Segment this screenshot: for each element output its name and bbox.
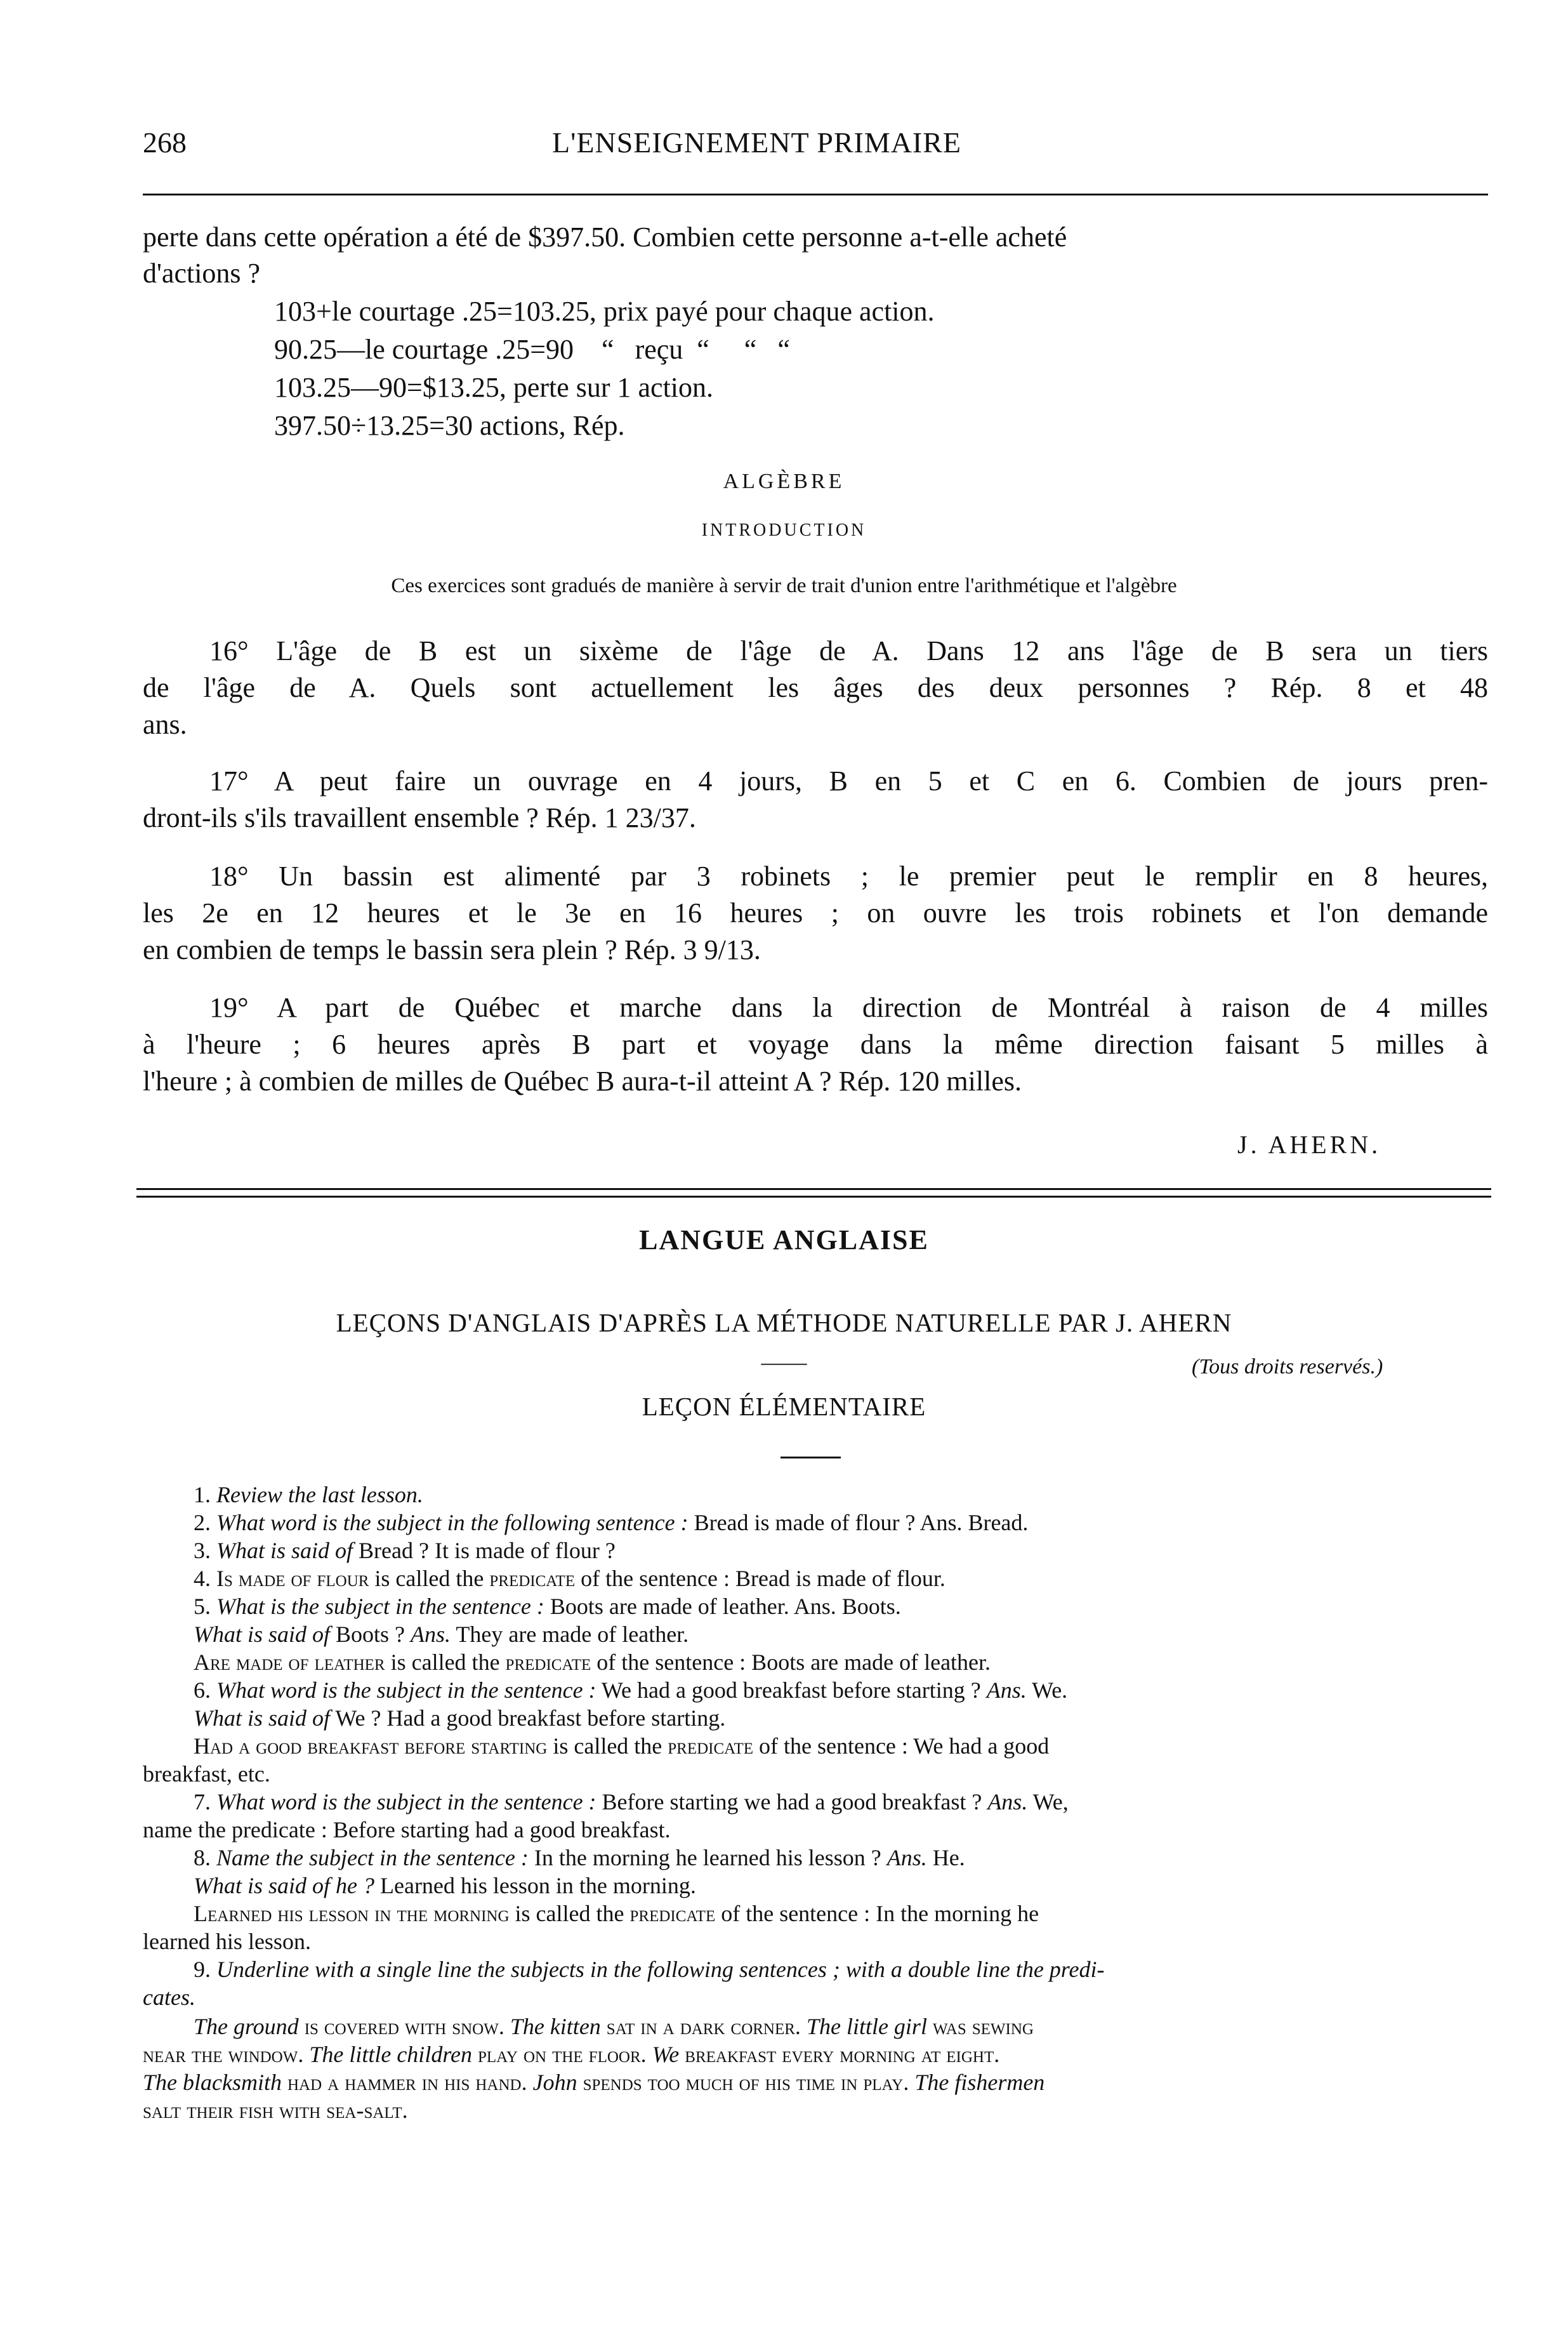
problem-line: en combien de temps le bassin sera plein ? Rép. 3 9/13. (143, 934, 761, 965)
running-title: L'ENSEIGNEMENT PRIMAIRE (552, 126, 962, 159)
lesson-line: 7. What word is the subject in the sentence : Before starting we had a good breakfast ? Ans. We, (194, 1789, 1069, 1815)
section-title: LANGUE ANGLAISE (639, 1224, 929, 1255)
problem-line: 18° Un bassin est alimenté par 3 robinets ; le premier peut le remplir en 8 heures, (209, 861, 1488, 892)
dash: —— (761, 1349, 807, 1375)
lesson-line: name the predicate : Before starting had a good breakfast. (143, 1817, 671, 1842)
problem-line: 16° L'âge de B est un sixème de l'âge de A. Dans 12 ans l'âge de B sera un tiers (209, 635, 1488, 666)
lesson-line: 8. Name the subject in the sentence : In the morning he learned his lesson ? Ans. He. (194, 1845, 965, 1870)
intro-text: Ces exercices sont gradués de manière à servir de trait d'union entre l'arithmétique et l'algèbre (391, 574, 1177, 597)
lesson-line: 2. What word is the subject in the following sentence : Bread is made of flour ? Ans. Bread. (194, 1510, 1029, 1535)
problem-line: 19° A part de Québec et marche dans la direction de Montréal à raison de 4 milles (209, 992, 1488, 1023)
calc-line: 90.25—le courtage .25=90 “ reçu “ “ “ (274, 334, 790, 365)
lesson-line: Are made of leather is called the predicate of the sentence : Boots are made of leather. (194, 1650, 991, 1675)
calc-line: 103+le courtage .25=103.25, prix payé pour chaque action. (274, 296, 935, 327)
problem-line: à l'heure ; 6 heures après B part et voyage dans la même direction faisant 5 milles à (143, 1029, 1488, 1060)
problem-line: ans. (143, 709, 187, 740)
problem-line: les 2e en 12 heures et le 3e en 16 heures ; on ouvre les trois robinets et l'on demande (143, 897, 1488, 929)
lesson-line: What is said of We ? Had a good breakfast before starting. (194, 1705, 726, 1731)
section-rule (136, 1196, 1491, 1198)
lesson-line: What is said of he ? Learned his lesson in the morning. (194, 1873, 696, 1898)
exercise-line: The blacksmith had a hammer in his hand. John spends too much of his time in play. The fishermen (143, 2070, 1045, 2095)
lesson-line: 9. Underline with a single line the subjects in the following sentences ; with a double line the predi- (194, 1957, 1105, 1982)
lesson-line: 5. What is the subject in the sentence : Boots are made of leather. Ans. Boots. (194, 1594, 901, 1619)
arith-line: d'actions ? (143, 258, 261, 289)
header-rule (143, 194, 1488, 195)
lesson-line: 1. Review the last lesson. (194, 1482, 423, 1507)
exercise-line: The ground is covered with snow. The kitten sat in a dark corner. The little girl was sewing (194, 2014, 1034, 2039)
lesson-line: Had a good breakfast before starting is called the predicate of the sentence : We had a good (194, 1733, 1050, 1759)
problem-line: dront-ils s'ils travaillent ensemble ? Rép. 1 23/37. (143, 802, 696, 833)
lesson-line: breakfast, etc. (143, 1761, 270, 1787)
lesson-line: 3. What is said of Bread ? It is made of flour ? (194, 1538, 616, 1563)
lesson-line: cates. (143, 1985, 195, 2010)
lesson-line: 6. What word is the subject in the sentence : We had a good breakfast before starting ? Ans. We. (194, 1677, 1068, 1703)
exercise-line: near the window. The little children play on the floor. We breakfast every morning at eight. (143, 2042, 1000, 2067)
page-number: 268 (143, 126, 187, 159)
short-rule (781, 1457, 841, 1458)
rights-note: (Tous droits reservés.) (1192, 1355, 1383, 1378)
lesson-line: 4. Is made of flour is called the predicate of the sentence : Bread is made of flour. (194, 1566, 945, 1591)
section-rule (136, 1188, 1491, 1190)
lesson-title: LEÇON ÉLÉMENTAIRE (642, 1392, 926, 1421)
problem-line: de l'âge de A. Quels sont actuellement les âges des deux personnes ? Rép. 8 et 48 (143, 672, 1488, 703)
calc-line: 397.50÷13.25=30 actions, Rép. (274, 410, 625, 441)
exercise-line: salt their fish with sea-salt. (143, 2098, 408, 2123)
lesson-line: What is said of Boots ? Ans. They are made of leather. (194, 1622, 689, 1647)
lesson-line: learned his lesson. (143, 1929, 311, 1954)
lesson-line: Learned his lesson in the morning is called the predicate of the sentence : In the morning he (194, 1901, 1039, 1926)
problem-line: 17° A peut faire un ouvrage en 4 jours, B en 5 et C en 6. Combien de jours pren- (209, 765, 1488, 797)
signature: J. AHERN. (1237, 1130, 1381, 1159)
problem-line: l'heure ; à combien de milles de Québec B aura-t-il atteint A ? Rép. 120 milles. (143, 1066, 1022, 1097)
section-title: ALGÈBRE (723, 470, 845, 493)
calc-line: 103.25—90=$13.25, perte sur 1 action. (274, 372, 714, 403)
arith-line: perte dans cette opération a été de $397.50. Combien cette personne a-t-elle acheté (143, 221, 1067, 253)
section-subtitle: LEÇONS D'ANGLAIS D'APRÈS LA MÉTHODE NATURELLE PAR J. AHERN (336, 1308, 1232, 1337)
section-subtitle: INTRODUCTION (701, 520, 867, 540)
